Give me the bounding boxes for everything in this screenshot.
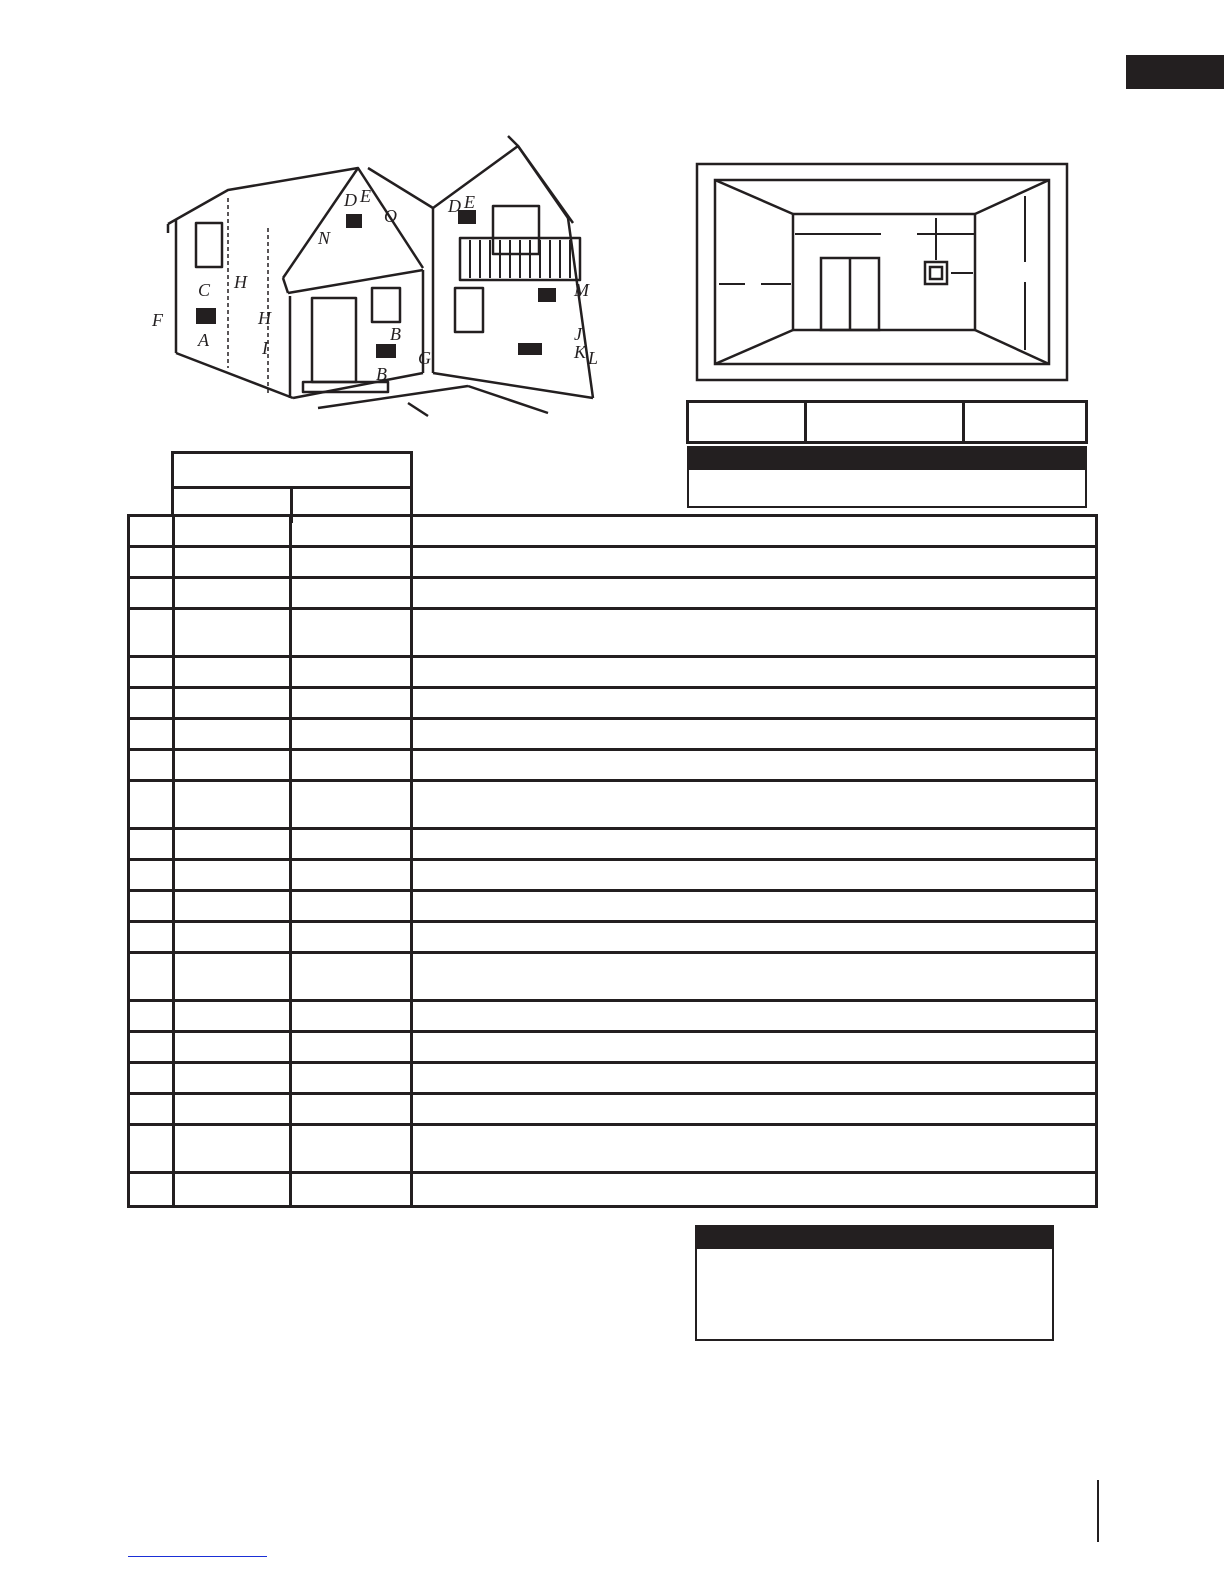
corner-key-cell-2 — [807, 403, 965, 441]
table-row — [130, 579, 1095, 610]
label-o: O — [384, 206, 397, 226]
table-cell — [130, 1095, 175, 1123]
table-cell — [130, 548, 175, 576]
house-clearance-diagram — [128, 128, 628, 428]
table-row — [130, 689, 1095, 720]
note-box-top — [687, 446, 1087, 508]
label-h-2: H — [258, 308, 271, 328]
label-d-1: D — [344, 190, 357, 210]
table-cell — [413, 689, 1095, 717]
table-cell — [413, 720, 1095, 748]
table-cell — [175, 892, 292, 920]
table-cell — [413, 658, 1095, 686]
table-row — [130, 861, 1095, 892]
table-row — [130, 1002, 1095, 1033]
table-row — [130, 517, 1095, 548]
table-cell — [292, 1126, 413, 1171]
table-row — [130, 1095, 1095, 1126]
table-cell — [130, 782, 175, 827]
table-cell — [175, 1174, 292, 1205]
table-cell — [292, 861, 413, 889]
table-row — [130, 548, 1095, 579]
table-row — [130, 1126, 1095, 1174]
table-cell — [413, 1033, 1095, 1061]
table-row — [130, 658, 1095, 689]
table-cell — [130, 658, 175, 686]
table-cell — [413, 548, 1095, 576]
table-cell — [292, 689, 413, 717]
table-row — [130, 1064, 1095, 1095]
label-i: I — [262, 338, 268, 358]
table-cell — [413, 610, 1095, 655]
table-cell — [175, 579, 292, 607]
label-f: F — [152, 310, 163, 330]
table-cell — [175, 782, 292, 827]
table-row — [130, 892, 1095, 923]
table-cell — [130, 861, 175, 889]
table-cell — [292, 1002, 413, 1030]
table-cell — [130, 579, 175, 607]
table-cell — [175, 751, 292, 779]
table-cell — [130, 1033, 175, 1061]
table-cell — [130, 689, 175, 717]
table-cell — [413, 1126, 1095, 1171]
table-cell — [292, 548, 413, 576]
table-cell — [130, 892, 175, 920]
table-cell — [292, 720, 413, 748]
corner-key-cell-1 — [689, 403, 807, 441]
note-box-bottom-header — [697, 1227, 1052, 1249]
table-cell — [175, 1095, 292, 1123]
label-b-2: B — [376, 364, 387, 384]
table-cell — [292, 923, 413, 951]
label-a: A — [198, 330, 209, 350]
table-cell — [130, 830, 175, 858]
table-cell — [413, 954, 1095, 999]
table-cell — [413, 517, 1095, 545]
clearance-table-header — [171, 451, 413, 517]
table-row — [130, 1033, 1095, 1064]
table-cell — [175, 1033, 292, 1061]
table-cell — [130, 1064, 175, 1092]
language-tab — [1126, 55, 1224, 89]
table-cell — [413, 892, 1095, 920]
table-cell — [413, 1002, 1095, 1030]
table-cell — [292, 658, 413, 686]
note-box-bottom — [695, 1225, 1054, 1341]
corner-clearance-key — [686, 400, 1088, 444]
table-cell — [292, 954, 413, 999]
corner-key-cell-3 — [965, 403, 1085, 441]
table-cell — [292, 1033, 413, 1061]
table-cell — [413, 751, 1095, 779]
table-cell — [175, 517, 292, 545]
table-cell — [292, 1174, 413, 1205]
table-cell — [130, 1174, 175, 1205]
table-cell — [292, 579, 413, 607]
page-number-rule — [1097, 1480, 1099, 1542]
label-e-1: E — [360, 186, 371, 206]
table-row — [130, 954, 1095, 1002]
label-g: G — [418, 348, 431, 368]
table-cell — [175, 1002, 292, 1030]
table-cell — [292, 1095, 413, 1123]
table-cell — [130, 923, 175, 951]
label-d-2: D — [448, 196, 461, 216]
table-cell — [292, 892, 413, 920]
table-cell — [130, 1002, 175, 1030]
table-cell — [175, 720, 292, 748]
label-h-1: H — [234, 272, 247, 292]
table-cell — [292, 830, 413, 858]
label-k: K — [574, 342, 587, 362]
table-cell — [413, 579, 1095, 607]
table-row — [130, 923, 1095, 954]
table-row — [130, 782, 1095, 830]
table-cell — [130, 610, 175, 655]
table-cell — [175, 1064, 292, 1092]
label-n: N — [318, 228, 331, 248]
table-cell — [130, 954, 175, 999]
table-cell — [130, 751, 175, 779]
table-cell — [413, 923, 1095, 951]
table-cell — [175, 1126, 292, 1171]
label-b-1: B — [390, 324, 401, 344]
footer-link[interactable] — [128, 1556, 267, 1557]
room-clearance-diagram — [695, 162, 1069, 382]
label-j: J — [574, 324, 582, 344]
label-l: L — [588, 348, 599, 368]
table-row — [130, 830, 1095, 861]
table-cell — [292, 782, 413, 827]
table-cell — [175, 861, 292, 889]
table-cell — [292, 610, 413, 655]
table-cell — [175, 923, 292, 951]
table-row — [130, 610, 1095, 658]
label-c: C — [198, 280, 211, 300]
table-cell — [413, 830, 1095, 858]
table-row — [130, 720, 1095, 751]
table-cell — [292, 517, 413, 545]
label-e-2: E — [464, 192, 475, 212]
table-cell — [130, 517, 175, 545]
table-cell — [292, 751, 413, 779]
table-cell — [175, 830, 292, 858]
table-cell — [413, 1095, 1095, 1123]
table-cell — [175, 548, 292, 576]
table-cell — [413, 782, 1095, 827]
label-m: M — [574, 280, 589, 300]
table-cell — [413, 1064, 1095, 1092]
table-cell — [175, 658, 292, 686]
table-cell — [292, 1064, 413, 1092]
table-row — [130, 751, 1095, 782]
clearance-table — [127, 514, 1098, 1208]
table-cell — [130, 1126, 175, 1171]
table-row — [130, 1174, 1095, 1205]
table-cell — [130, 720, 175, 748]
table-cell — [413, 861, 1095, 889]
table-cell — [175, 610, 292, 655]
table-cell — [175, 689, 292, 717]
table-cell — [175, 954, 292, 999]
note-box-top-header — [689, 448, 1085, 470]
table-cell — [413, 1174, 1095, 1205]
